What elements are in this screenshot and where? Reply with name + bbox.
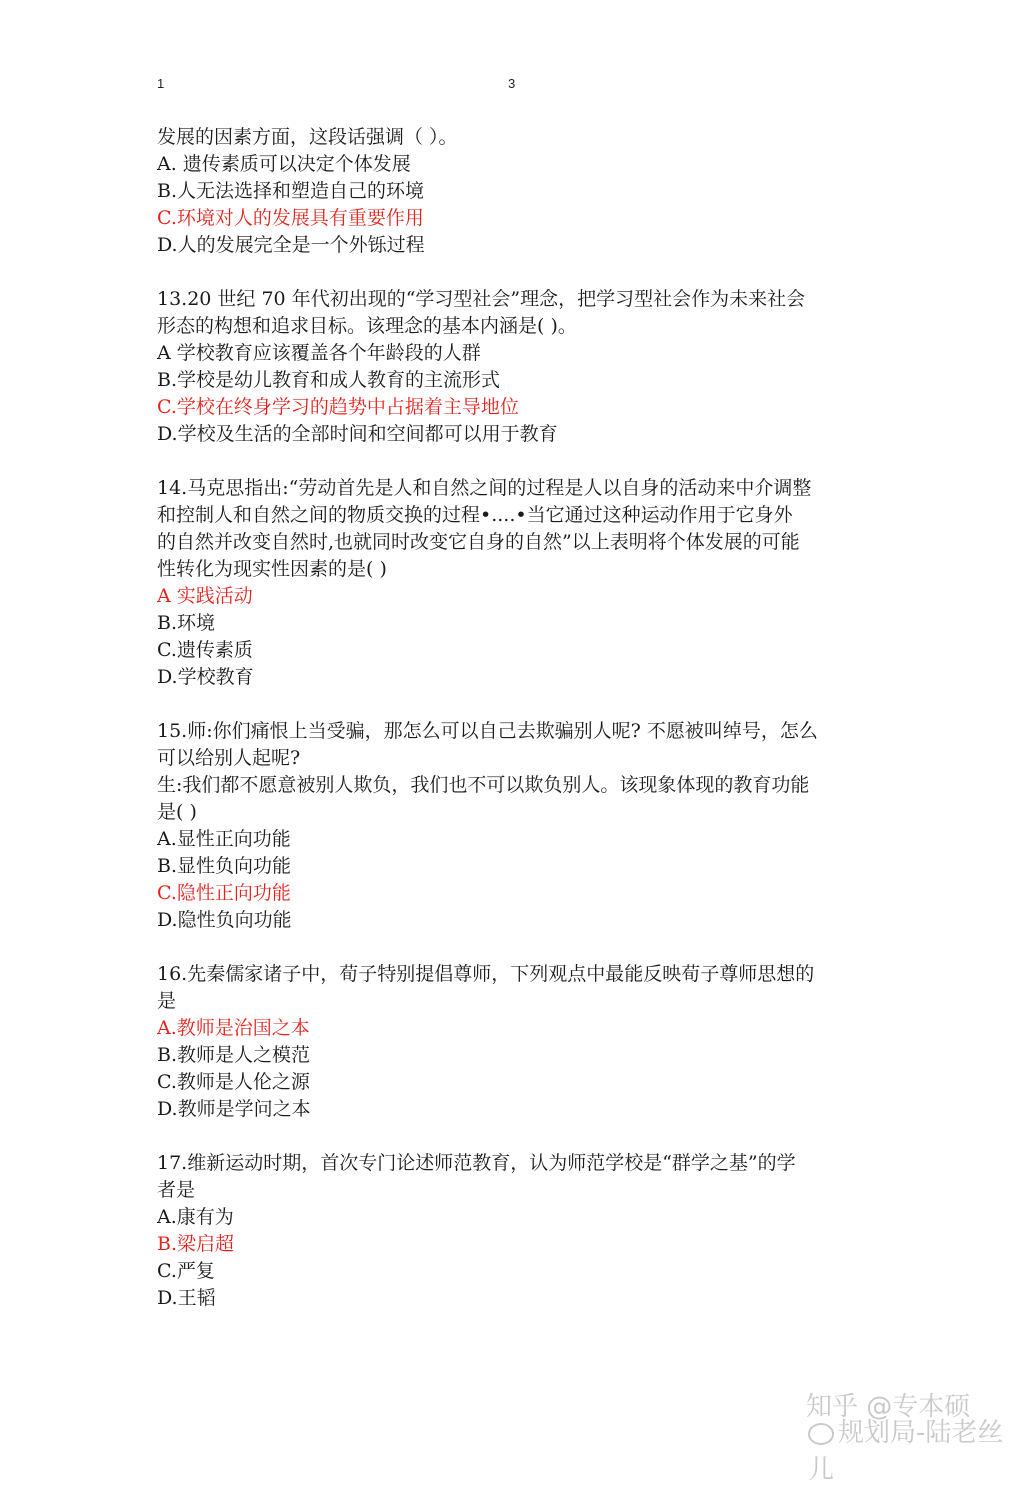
text-line: 是	[157, 990, 177, 1012]
text-line: D.人的发展完全是一个外铄过程	[157, 234, 425, 256]
text-line: 13.20 世纪 70 年代初出现的“学习型社会”理念，把学习型社会作为未来社会	[157, 288, 806, 310]
question-block	[157, 475, 872, 691]
correct-answer-line: C.学校在终身学习的趋势中占据着主导地位	[157, 396, 519, 418]
text-line: B.环境	[157, 612, 216, 634]
watermark-line2	[808, 1412, 1024, 1486]
weibo-icon	[808, 1423, 834, 1445]
correct-answer-line: B.梁启超	[157, 1233, 235, 1255]
text-line: D.王韬	[157, 1287, 216, 1309]
question-block	[157, 718, 872, 934]
text-line: A. 遗传素质可以决定个体发展	[157, 153, 411, 175]
text-line: 16.先秦儒家诸子中，荀子特别提倡尊师，下列观点中最能反映荀子尊师思想的	[157, 963, 815, 985]
block-spacer	[157, 934, 872, 961]
text-line: 的自然并改变自然时,也就同时改变它自身的自然”以上表明将个体发展的可能	[157, 531, 800, 553]
text-line: 发展的因素方面，这段话强调（ ）。	[157, 126, 458, 148]
text-line: 性转化为现实性因素的是( )	[157, 558, 387, 580]
text-line: A 学校教育应该覆盖各个年龄段的人群	[157, 342, 481, 364]
text-line: 者是	[157, 1179, 196, 1201]
text-line: 生:我们都不愿意被别人欺负，我们也不可以欺负别人。该现象体现的教育功能	[157, 774, 810, 796]
page-number: 3	[508, 76, 516, 91]
text-line: 是( )	[157, 801, 197, 823]
correct-answer-line: A.教师是治国之本	[157, 1017, 310, 1039]
text-line: 和控制人和自然之间的物质交换的过程•....•当它通过这种运动作用于它身外	[157, 504, 793, 526]
text-line: 形态的构想和追求目标。该理念的基本内涵是( )。	[157, 315, 577, 337]
correct-answer-line: C.环境对人的发展具有重要作用	[157, 207, 424, 229]
text-line: A.康有为	[157, 1206, 234, 1228]
page-header-left: 1	[157, 76, 165, 91]
text-line: C.严复	[157, 1260, 215, 1282]
text-line: B.学校是幼儿教育和成人教育的主流形式	[157, 369, 501, 391]
question-block	[157, 961, 872, 1123]
text-line: 17.维新运动时期，首次专门论述师范教育，认为师范学校是“群学之基”的学	[157, 1152, 796, 1174]
text-line: D.学校教育	[157, 666, 254, 688]
text-line: B.显性负向功能	[157, 855, 292, 877]
question-block	[157, 1150, 872, 1312]
text-line: C.遗传素质	[157, 639, 253, 661]
correct-answer-line: C.隐性正向功能	[157, 882, 291, 904]
question-list	[157, 124, 872, 1312]
question-continuation	[157, 124, 872, 259]
text-line: 可以给别人起呢?	[157, 747, 301, 769]
text-line: A.显性正向功能	[157, 828, 291, 850]
text-line: 15.师:你们痛恨上当受骗，那怎么可以自己去欺骗别人呢? 不愿被叫绰号，怎么	[157, 720, 818, 742]
text-line: B.人无法选择和塑造自己的环境	[157, 180, 425, 202]
question-block	[157, 286, 872, 448]
text-line: B.教师是人之模范	[157, 1044, 311, 1066]
block-spacer	[157, 448, 872, 475]
watermark-line2-text: 规划局-陆老丝儿	[808, 1418, 1004, 1485]
text-line: D.学校及生活的全部时间和空间都可以用于教育	[157, 423, 558, 445]
watermark-line1: 知乎 @专本硕	[806, 1392, 971, 1422]
text-line: D.隐性负向功能	[157, 909, 292, 931]
block-spacer	[157, 1123, 872, 1150]
text-line: D.教师是学问之本	[157, 1098, 311, 1120]
block-spacer	[157, 259, 872, 286]
block-spacer	[157, 691, 872, 718]
text-line: 14.马克思指出:“劳动首先是人和自然之间的过程是人以自身的活动来中介调整	[157, 477, 812, 499]
text-line: C.教师是人伦之源	[157, 1071, 310, 1093]
correct-answer-line: A 实践活动	[157, 585, 253, 607]
